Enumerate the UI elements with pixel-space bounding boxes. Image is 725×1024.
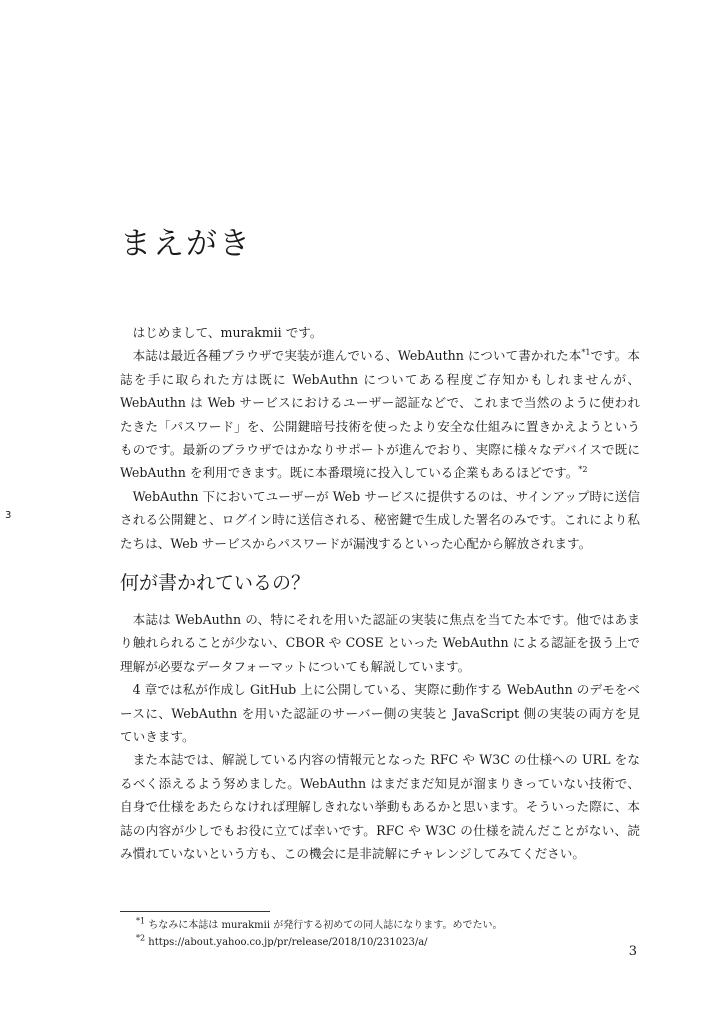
section-paragraph: 4 章では私が作成し GitHub 上に公開している、実際に動作する WebAuthn のデモをベースに、WebAuthn を用いた認証のサーバー側の実装と JavaScript 側の実装の両方を見ていきます。 <box>120 682 640 745</box>
intro-paragraph: はじめまして、murakmii です。 <box>132 325 323 340</box>
footnote-mark: *2 <box>136 933 146 943</box>
intro-paragraph: WebAuthn 下においてユーザーが Web サービスに提供するのは、サインアップ時に送信される公開鍵と、ログイン時に送信される、秘密鍵で生成した署名のみです。これにより私たちは、Web サービスからパスワードが漏洩するといった心配から解放されます。 <box>120 488 640 551</box>
footnote-ref[interactable]: *1 <box>581 348 591 358</box>
section-paragraph: また本誌では、解説している内容の情報元となった RFC や W3C の仕様への URL をなるべく添えるよう努めました。WebAuthn はまだまだ知見が溜まりきっていない技術で、自身で仕様をあたらなければ理解しきれない挙動もあるかと思います。そういった際に、本誌の内容が少しでもお役に立てば幸いです。RFC や W3C の仕様を読んだことがない、読み慣れていないという方も、この機会に是非読解にチャレンジしてみてください。 <box>120 752 640 862</box>
intro-paragraph <box>120 344 640 484</box>
section-title: 何が書かれているの？ <box>120 572 311 594</box>
page-number: 3 <box>628 944 637 959</box>
margin-number: 3 <box>5 510 12 521</box>
footnote <box>136 934 502 951</box>
footnote <box>136 917 502 934</box>
footnote-link[interactable]: https://about.yahoo.co.jp/pr/release/2018/10/231023/a/ <box>148 937 428 948</box>
section-body <box>120 608 640 865</box>
footnote-divider <box>120 911 270 912</box>
section-paragraph: 本誌は WebAuthn の、特にそれを用いた認証の実装に焦点を当てた本です。他ではあまり触れられることが少ない、CBOR や COSE といった WebAuthn による認証を扱う上で理解が必要なデータフォーマットについても解説しています。 <box>120 612 640 674</box>
footnote-text: ちなみに本誌は murakmii が発行する初めての同人誌になります。めでたい。 <box>148 920 503 931</box>
footnotes <box>136 917 502 951</box>
intro-text: 本誌は最近各種ブラウザで実装が進んでいる、WebAuthn について書かれた本 <box>132 348 582 364</box>
intro-section <box>120 321 640 555</box>
intro-text: です。本誌を手に取られた方は既に WebAuthn についてある程度ご存知かもしれませんが、WebAuthn は Web サービスにおけるユーザー認証などで、これまで当然のように使われたきた「パスワード」を、公開鍵暗号技術を使ったより安全な仕組みに置きかえようというものです。最新のブラウザではかなりサポートが進んでおり、実際に様々なデバイスで既に WebAuthn を利用できます。既に本番環境に投入している企業もあるほどです。 <box>120 348 641 481</box>
chapter-title: まえがき <box>120 226 252 262</box>
footnote-mark: *1 <box>136 916 146 926</box>
footnote-ref[interactable]: *2 <box>578 465 588 475</box>
